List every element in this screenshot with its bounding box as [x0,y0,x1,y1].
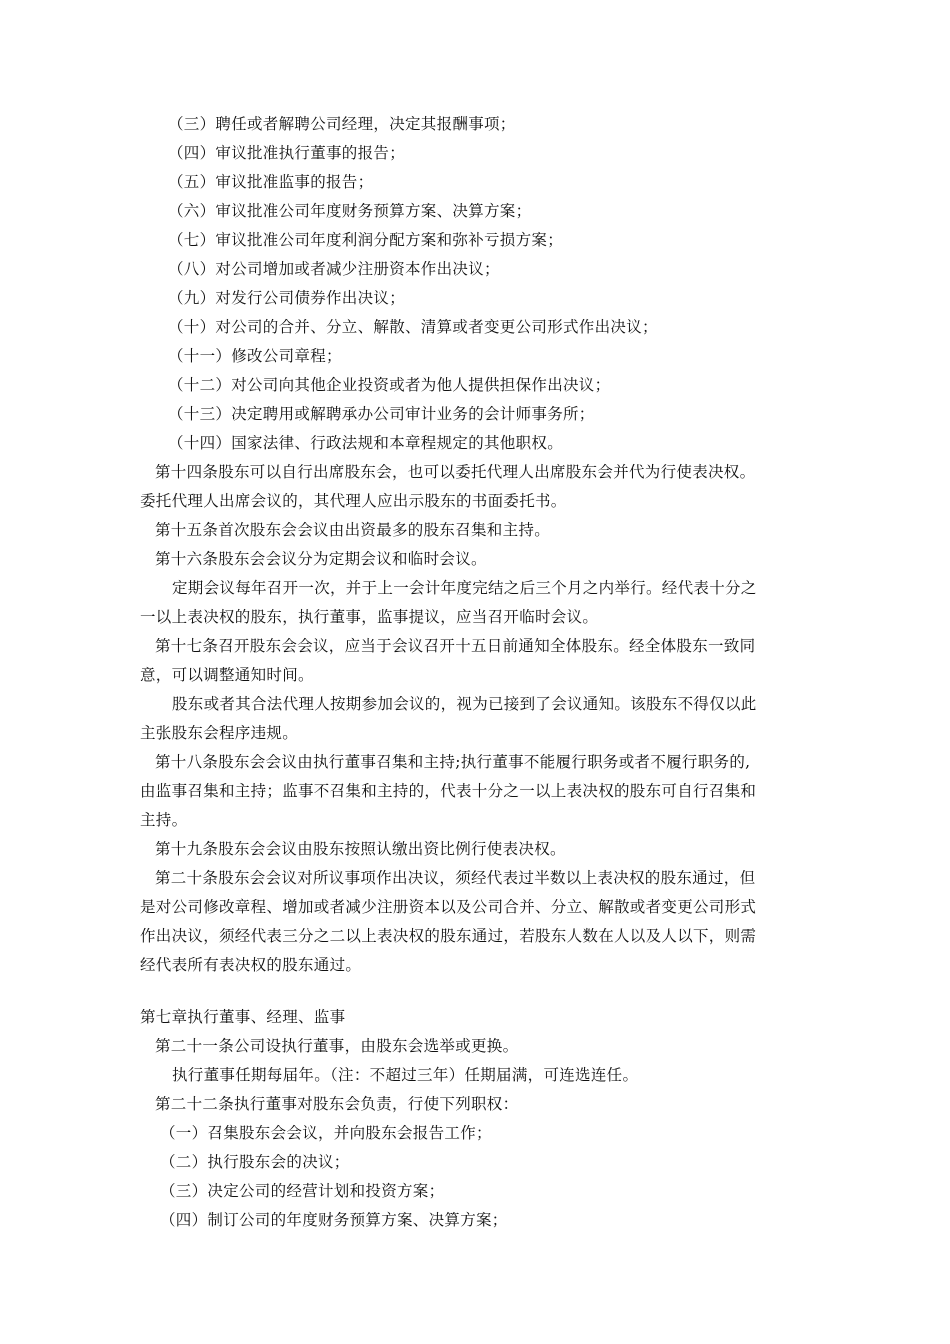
list-item: （五）审议批准监事的报告； [168,173,374,191]
list-item: （七）审议批准公司年度利润分配方案和弥补亏损方案； [168,231,564,249]
list-item: （十一）修改公司章程； [168,347,342,365]
article-paragraph: 第十六条股东会会议分为定期会议和临时会议。 [155,550,487,568]
list-item: （三）聘任或者解聘公司经理，决定其报酬事项； [168,115,516,133]
article-paragraph: 委托代理人出席会议的，其代理人应出示股东的书面委托书。 [140,492,567,510]
list-item: （六）审议批准公司年度财务预算方案、决算方案； [168,202,532,220]
list-item: （一）召集股东会会议，并向股东会报告工作； [160,1124,492,1142]
article-paragraph: 第二十条股东会会议对所议事项作出决议，须经代表过半数以上表决权的股东通过，但 [155,869,756,887]
article-paragraph: 第十七条召开股东会会议，应当于会议召开十五日前通知全体股东。经全体股东一致同 [155,637,756,655]
article-paragraph: 第十九条股东会会议由股东按照认缴出资比例行使表决权。 [155,840,566,858]
article-paragraph: 第十五条首次股东会会议由出资最多的股东召集和主持。 [155,521,551,539]
article-paragraph: 主持。 [140,811,188,829]
article-paragraph: 第十八条股东会会议由执行董事召集和主持;执行董事不能履行职务或者不履行职务的, [155,753,751,771]
article-paragraph: 执行董事任期每届年。（注：不超过三年）任期届满，可连选连任。 [172,1066,639,1084]
article-paragraph: 一以上表决权的股东，执行董事，监事提议，应当召开临时会议。 [140,608,599,626]
article-paragraph: 经代表所有表决权的股东通过。 [140,956,362,974]
list-item: （十）对公司的合并、分立、解散、清算或者变更公司形式作出决议； [168,318,658,336]
article-paragraph: 意，可以调整通知时间。 [140,666,314,684]
article-paragraph: 作出决议，须经代表三分之二以上表决权的股东通过，若股东人数在人以及人以下，则需 [140,927,757,945]
list-item: （三）决定公司的经营计划和投资方案； [160,1182,445,1200]
article-paragraph: 第二十二条执行董事对股东会负责，行使下列职权： [155,1095,519,1113]
article-paragraph: 股东或者其合法代理人按期参加会议的，视为已接到了会议通知。该股东不得仅以此 [172,695,757,713]
list-item: （九）对发行公司债券作出决议； [168,289,406,307]
list-item: （十二）对公司向其他企业投资或者为他人提供担保作出决议； [168,376,611,394]
list-item: （四）制订公司的年度财务预算方案、决算方案； [160,1211,508,1229]
article-paragraph: 由监事召集和主持；监事不召集和主持的，代表十分之一以上表决权的股东可自行召集和 [140,782,757,800]
article-paragraph: 是对公司修改章程、增加或者减少注册资本以及公司合并、分立、解散或者变更公司形式 [140,898,757,916]
list-item: （十三）决定聘用或解聘承办公司审计业务的会计师事务所； [168,405,595,423]
list-item: （二）执行股东会的决议； [160,1153,350,1171]
list-item: （四）审议批准执行董事的报告； [168,144,406,162]
list-item: （十四）国家法律、行政法规和本章程规定的其他职权。 [168,434,564,452]
list-item: （八）对公司增加或者减少注册资本作出决议； [168,260,500,278]
chapter-heading: 第七章执行董事、经理、监事 [140,1008,346,1026]
article-paragraph: 第十四条股东可以自行出席股东会，也可以委托代理人出席股东会并代为行使表决权。 [155,463,756,481]
article-paragraph: 定期会议每年召开一次，并于上一会计年度完结之后三个月之内举行。经代表十分之 [172,579,757,597]
article-paragraph: 第二十一条公司设执行董事，由股东会选举或更换。 [155,1037,519,1055]
article-paragraph: 主张股东会程序违规。 [140,724,299,742]
